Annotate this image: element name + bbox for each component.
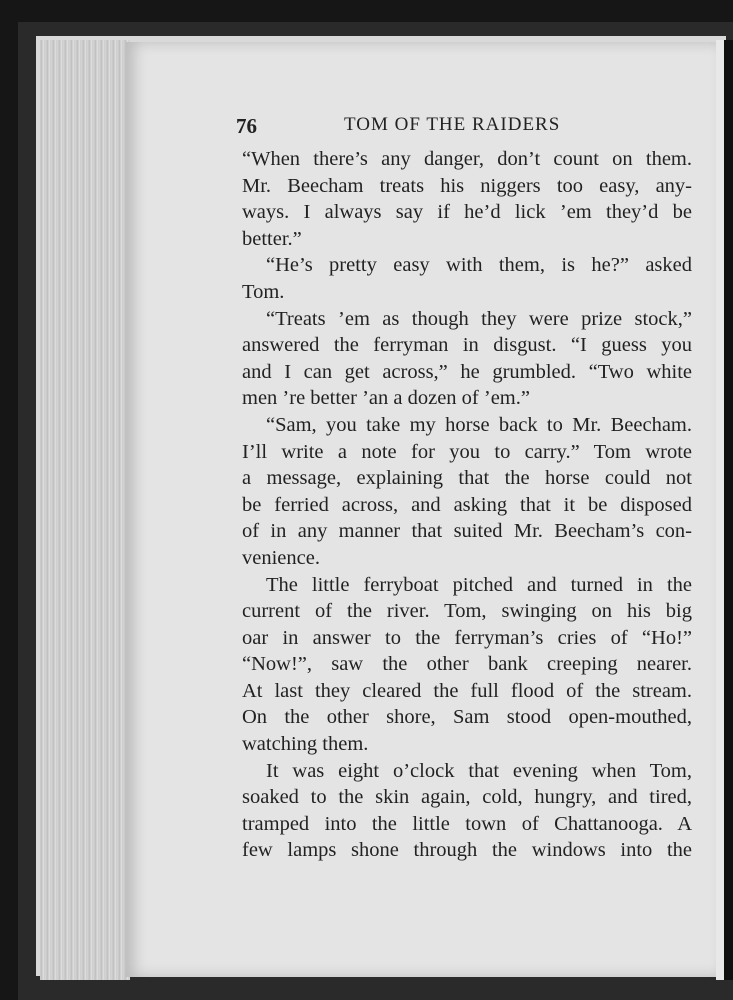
- text-line: oar in answer to the ferryman’s cries of “Ho!”: [242, 626, 692, 649]
- text-line: ways. I always say if he’d lick ’em they’d be: [242, 201, 692, 224]
- text-line: men ’re better ’an a dozen of ’em.”: [242, 387, 530, 410]
- text-line: tramped into the little town of Chattanooga. A: [242, 812, 692, 835]
- text-line: be ferried across, and asking that it be disposed: [242, 493, 692, 516]
- text-line: Mr. Beecham treats his niggers too easy, any-: [242, 174, 692, 197]
- body-text: [242, 146, 692, 864]
- running-header: [236, 114, 596, 144]
- next-page-edge: [716, 40, 724, 980]
- text-line: The little ferryboat pitched and turned in the: [266, 573, 692, 596]
- text-line: and I can get across,” he grumbled. “Two white: [242, 360, 692, 383]
- text-line: “Treats ’em as though they were prize stock,”: [266, 307, 692, 330]
- text-line: At last they cleared the full flood of the stream.: [242, 679, 692, 702]
- text-line: On the other shore, Sam stood open-mouthed,: [242, 706, 692, 729]
- text-line: a message, explaining that the horse could not: [242, 467, 692, 490]
- text-line: venience.: [242, 546, 320, 569]
- text-line: “He’s pretty easy with them, is he?” asked: [266, 254, 692, 277]
- text-line: better.”: [242, 227, 302, 250]
- running-title: TOM OF THE RAIDERS: [344, 114, 561, 135]
- stacked-page-edges: [40, 40, 130, 980]
- text-line: current of the river. Tom, swinging on his big: [242, 600, 692, 623]
- text-line: “Now!”, saw the other bank creeping nearer.: [242, 653, 692, 676]
- page-number: 76: [236, 114, 257, 138]
- text-line: It was eight o’clock that evening when Tom,: [266, 759, 692, 782]
- text-line: soaked to the skin again, cold, hungry, and tired,: [242, 786, 692, 809]
- text-line: few lamps shone through the windows into the: [242, 839, 692, 862]
- text-line: “When there’s any danger, don’t count on them.: [242, 148, 692, 170]
- text-line: watching them.: [242, 733, 369, 756]
- text-line: of in any manner that suited Mr. Beecham’s con-: [242, 520, 692, 543]
- text-line: “Sam, you take my horse back to Mr. Beecham.: [266, 413, 692, 436]
- text-line: I’ll write a note for you to carry.” Tom wrote: [242, 440, 692, 463]
- text-line: answered the ferryman in disgust. “I guess you: [242, 334, 692, 357]
- text-line: Tom.: [242, 280, 285, 303]
